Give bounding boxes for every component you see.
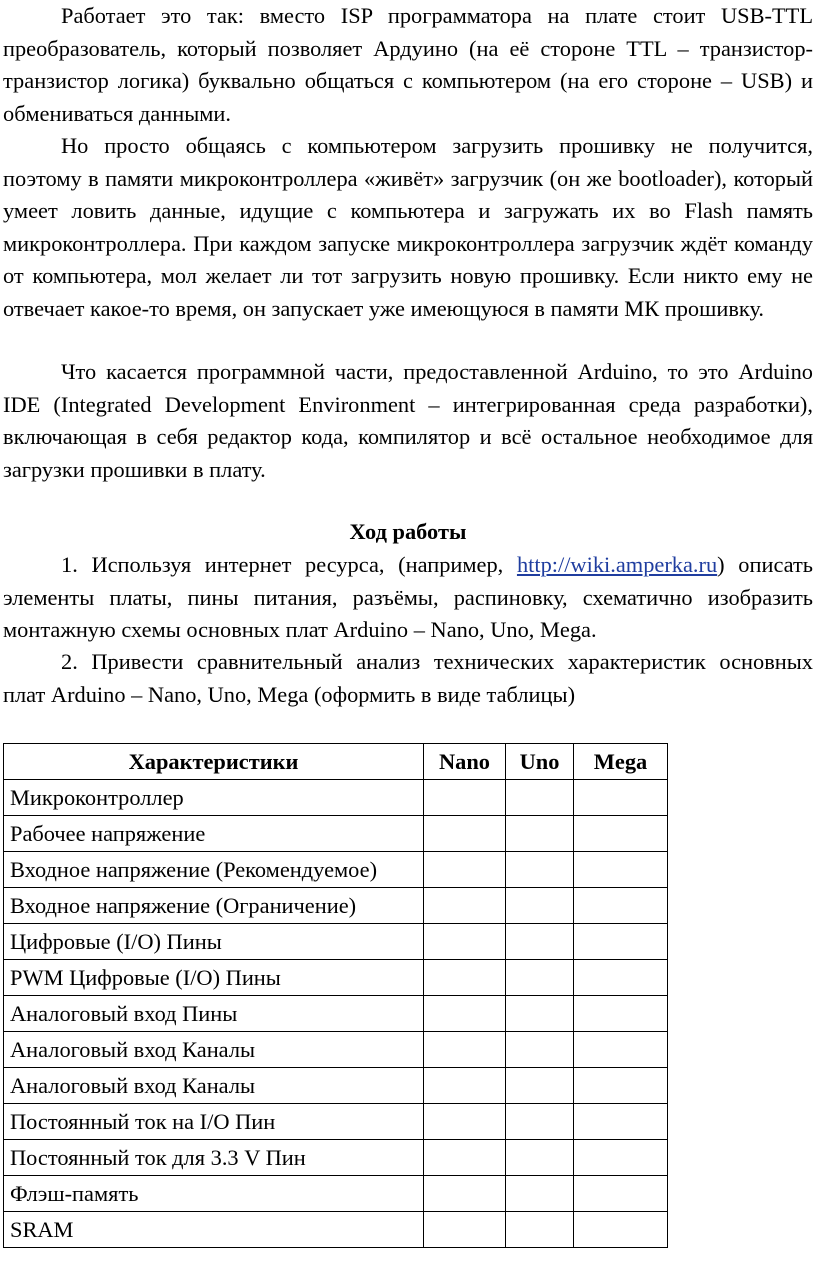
table-row bbox=[4, 852, 668, 888]
row-label: Аналоговый вход Каналы bbox=[4, 1068, 424, 1104]
header-nano: Nano bbox=[424, 744, 506, 780]
task-1-text-start: 1. Используя интернет ресурса, (например, bbox=[61, 552, 517, 577]
uno-cell bbox=[506, 1140, 574, 1176]
table-header-row bbox=[4, 744, 668, 780]
uno-cell bbox=[506, 1176, 574, 1212]
row-label: SRAM bbox=[4, 1212, 424, 1248]
row-label: Входное напряжение (Ограничение) bbox=[4, 888, 424, 924]
row-label: Микроконтроллер bbox=[4, 780, 424, 816]
paragraph-usb-ttl: Работает это так: вместо ISP программатора на плате стоит USB-TTL преобразователь, который позволяет Ардуино (на её стороне TTL – транзистор-транзистор логика) буквально общаться с компьютером (на его стороне – USB) и обмениваться данными. bbox=[3, 3, 813, 126]
task-1-text-end: ) описать элементы платы, пины питания, разъёмы, распиновку, схематично изобразить монтажную схемы основных плат Arduino – Nano, Uno, Mega. bbox=[3, 552, 814, 642]
row-label: Аналоговый вход Каналы bbox=[4, 1032, 424, 1068]
table-row bbox=[4, 1140, 668, 1176]
mega-cell bbox=[574, 996, 668, 1032]
section-heading: Ход работы bbox=[349, 519, 467, 544]
table-row bbox=[4, 1104, 668, 1140]
mega-cell bbox=[574, 1104, 668, 1140]
comparison-table bbox=[3, 743, 668, 1248]
mega-cell bbox=[574, 1068, 668, 1104]
row-label: Постоянный ток на I/O Пин bbox=[4, 1104, 424, 1140]
row-label: Флэш-память bbox=[4, 1176, 424, 1212]
uno-cell bbox=[506, 1032, 574, 1068]
row-label: Цифровые (I/O) Пины bbox=[4, 924, 424, 960]
table-row bbox=[4, 816, 668, 852]
mega-cell bbox=[574, 960, 668, 996]
mega-cell bbox=[574, 1212, 668, 1248]
uno-cell bbox=[506, 888, 574, 924]
uno-cell bbox=[506, 780, 574, 816]
nano-cell bbox=[424, 1212, 506, 1248]
uno-cell bbox=[506, 1212, 574, 1248]
nano-cell bbox=[424, 816, 506, 852]
nano-cell bbox=[424, 780, 506, 816]
table-row bbox=[4, 960, 668, 996]
row-label: PWM Цифровые (I/O) Пины bbox=[4, 960, 424, 996]
amperka-wiki-link[interactable]: http://wiki.amperka.ru bbox=[516, 552, 718, 577]
nano-cell bbox=[424, 960, 506, 996]
nano-cell bbox=[424, 996, 506, 1032]
uno-cell bbox=[506, 960, 574, 996]
mega-cell bbox=[574, 888, 668, 924]
nano-cell bbox=[424, 1104, 506, 1140]
header-mega: Mega bbox=[574, 744, 668, 780]
mega-cell bbox=[574, 780, 668, 816]
table-row bbox=[4, 888, 668, 924]
table-row bbox=[4, 1212, 668, 1248]
mega-cell bbox=[574, 852, 668, 888]
row-label: Рабочее напряжение bbox=[4, 816, 424, 852]
table-row bbox=[4, 780, 668, 816]
nano-cell bbox=[424, 1176, 506, 1212]
nano-cell bbox=[424, 1068, 506, 1104]
row-label: Аналоговый вход Пины bbox=[4, 996, 424, 1032]
nano-cell bbox=[424, 1032, 506, 1068]
paragraph-bootloader: Но просто общаясь с компьютером загрузить прошивку не получится, поэтому в памяти микроконтроллера «живёт» загрузчик (он же bootloader), который умеет ловить данные, идущие с компьютера и загружать их во Flash память микроконтроллера. При каждом запуске микроконтроллера загрузчик ждёт команду от компьютера, мол желает ли тот загрузить новую прошивку. Если никто ему не отвечает какое-то время, он запускает уже имеющуюся в памяти МК прошивку. bbox=[3, 133, 813, 321]
nano-cell bbox=[424, 1140, 506, 1176]
table-row bbox=[4, 996, 668, 1032]
nano-cell bbox=[424, 888, 506, 924]
uno-cell bbox=[506, 1068, 574, 1104]
mega-cell bbox=[574, 924, 668, 960]
table-row bbox=[4, 924, 668, 960]
task-1 bbox=[3, 549, 813, 647]
paragraph-arduino-ide: Что касается программной части, предоставленной Arduino, то это Arduino IDE (Integrated Development Environment – интегрированная среда разработки), включающая в себя редактор кода, компилятор и всё остальное необходимое для загрузки прошивки в плату. bbox=[3, 359, 813, 482]
nano-cell bbox=[424, 852, 506, 888]
header-characteristics: Характеристики bbox=[4, 744, 424, 780]
uno-cell bbox=[506, 1104, 574, 1140]
uno-cell bbox=[506, 816, 574, 852]
task-2: 2. Привести сравнительный анализ технических характеристик основных плат Arduino – Nano, Uno, Mega (оформить в виде таблицы) bbox=[3, 649, 813, 707]
mega-cell bbox=[574, 1176, 668, 1212]
header-uno: Uno bbox=[506, 744, 574, 780]
row-label: Входное напряжение (Рекомендуемое) bbox=[4, 852, 424, 888]
table-row bbox=[4, 1068, 668, 1104]
uno-cell bbox=[506, 924, 574, 960]
mega-cell bbox=[574, 1032, 668, 1068]
uno-cell bbox=[506, 996, 574, 1032]
table-row bbox=[4, 1176, 668, 1212]
nano-cell bbox=[424, 924, 506, 960]
row-label: Постоянный ток для 3.3 V Пин bbox=[4, 1140, 424, 1176]
mega-cell bbox=[574, 816, 668, 852]
mega-cell bbox=[574, 1140, 668, 1176]
uno-cell bbox=[506, 852, 574, 888]
table-row bbox=[4, 1032, 668, 1068]
